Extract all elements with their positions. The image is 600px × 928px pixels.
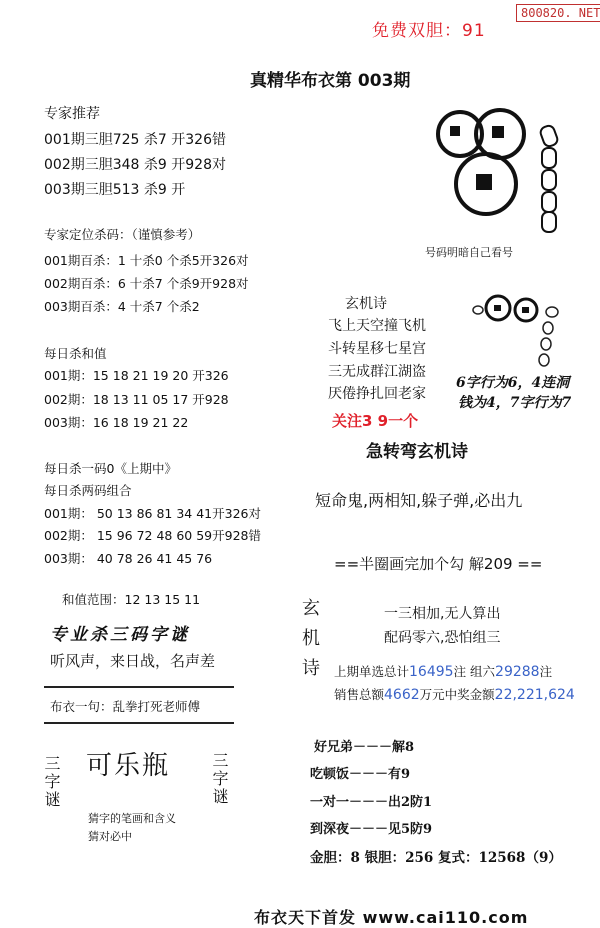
word-riddle-hint-2: 猜对必中 — [88, 830, 132, 843]
mystic-poem-title: 玄机诗 — [345, 296, 387, 312]
daily-sum-line-1: 001期：15 18 21 19 20 开326 — [44, 368, 229, 383]
stats-group6: 29288 — [495, 664, 540, 680]
mystic-poem-line-1: 飞上天空撞飞机 — [328, 318, 426, 334]
daily-kill-line-3: 003期： 40 78 26 41 45 76 — [44, 551, 213, 566]
position-kill-line-2: 002期百杀：6 十杀7 个杀9开928对 — [44, 276, 249, 291]
stats-line-1 — [334, 662, 552, 680]
coin-number-illustration — [430, 106, 570, 236]
mystic-poem-focus: 关注3 9一个 — [332, 412, 419, 430]
poem2-line-1: 一三相加,无人算出 — [384, 606, 501, 622]
buyi-line: 布衣一句：乱拳打死老师傅 — [50, 699, 201, 714]
stats-single-total: 16495 — [409, 664, 454, 680]
stats-prize-label: 万元中奖金额 — [419, 687, 495, 702]
word-riddle-answer: 可乐瓶 — [86, 751, 171, 781]
stats-unit: 注 — [539, 664, 553, 679]
coin-seven-illustration — [470, 290, 580, 370]
position-kill-line-1: 001期百杀：1 十杀0 个杀5开326对 — [44, 253, 249, 268]
mystic-poem-line-2: 斗转星移七星宫 — [328, 341, 426, 357]
free-double-banner: 免费双胆：91 — [372, 21, 486, 41]
riddle-4: 到深夜－－－见5防9 — [310, 822, 433, 837]
sum-range: 和值范围：12 13 15 11 — [62, 592, 201, 607]
daily-kill-line-1: 001期： 50 13 86 81 34 41开326对 — [44, 506, 261, 521]
image-caption: 号码明暗自己看号 — [425, 246, 513, 259]
divider-bottom — [44, 722, 234, 724]
mystic-poem-line-4: 厌倦挣扎回老家 — [328, 386, 426, 402]
daily-kill-heading-1: 每日杀一码0《上期中》 — [44, 461, 177, 476]
position-kill-line-3: 003期百杀：4 十杀7 个杀2 — [44, 299, 200, 314]
stats-sales: 4662 — [384, 687, 420, 703]
page-title: 真精华布衣第 003期 — [250, 71, 411, 91]
experts-line-3: 003期三胆513 杀9 开 — [44, 182, 186, 198]
half-circle-line: ==半圈画完加个勾 解209 == — [334, 555, 543, 573]
experts-line-2: 002期三胆348 杀9 开928对 — [44, 157, 226, 173]
row-hint-line-1: 6字行为6，4连洞 — [456, 375, 570, 391]
daily-kill-line-2: 002期： 15 96 72 48 60 59开928错 — [44, 528, 261, 543]
pro-kill-title: 专业杀三码字谜 — [50, 625, 190, 645]
stats-group6-label: 注 组六 — [453, 664, 496, 679]
riddle-3: 一对一－－－出2防1 — [310, 795, 433, 810]
site-badge: 800820. NET — [516, 4, 600, 22]
stats-sales-label: 销售总额 — [334, 687, 385, 702]
sharp-turn-title: 急转弯玄机诗 — [366, 442, 468, 462]
stats-line-2 — [334, 685, 575, 703]
experts-heading: 专家推荐 — [44, 106, 100, 122]
experts-line-1: 001期三胆725 杀7 开326错 — [44, 132, 226, 148]
divider-top — [44, 686, 234, 688]
stats-single-label: 上期单选总计 — [334, 664, 410, 679]
stats-prize: 22,221,624 — [494, 687, 575, 703]
riddle-1: 好兄弟－－－解8 — [314, 740, 415, 755]
daily-sum-line-2: 002期：18 13 11 05 17 开928 — [44, 392, 229, 407]
poem2-side: 玄机诗 — [299, 598, 320, 688]
sharp-turn-line: 短命鬼,两相知,躲子弹,必出九 — [315, 491, 523, 510]
daily-sum-heading: 每日杀和值 — [44, 346, 107, 361]
word-riddle-hint-1: 猜字的笔画和含义 — [88, 812, 176, 825]
position-kill-heading: 专家定位杀码：（谨慎参考） — [44, 227, 201, 242]
row-hint-line-2: 钱为4，7字行为7 — [458, 395, 572, 411]
word-riddle-side-left: 三字谜 — [42, 755, 61, 809]
daily-kill-heading-2: 每日杀两码组合 — [44, 483, 132, 498]
gold-bile: 金胆：8 银胆：256 复式：12568（9） — [310, 850, 562, 866]
word-riddle-side-right: 三字谜 — [210, 752, 229, 806]
footer-site: 布衣天下首发 www.cai110.com — [254, 908, 529, 927]
riddle-2: 吃顿饭－－－有9 — [310, 767, 411, 782]
pro-kill-riddle: 听风声，来日战，名声差 — [50, 652, 216, 670]
mystic-poem-line-3: 三无成群江湖盗 — [328, 364, 426, 380]
daily-sum-line-3: 003期：16 18 19 21 22 — [44, 415, 189, 430]
poem2-line-2: 配码零六,恐怕组三 — [384, 630, 501, 646]
